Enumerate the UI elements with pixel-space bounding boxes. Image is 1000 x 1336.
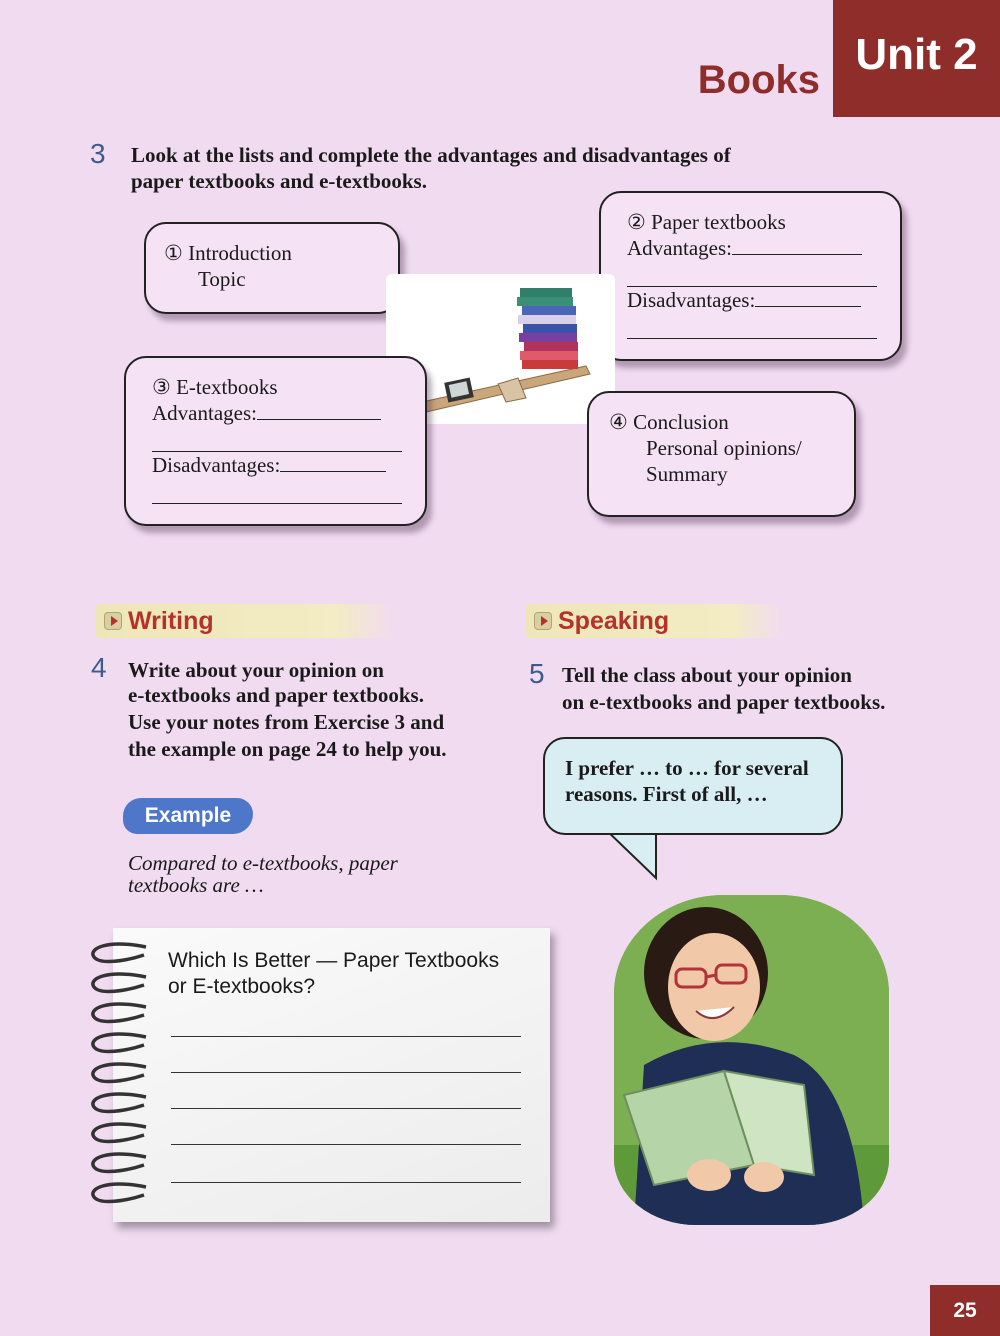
notebook-title-line: or E-textbooks?: [168, 975, 316, 998]
notebook-title: [168, 948, 548, 1000]
card-text: Topic: [198, 267, 246, 291]
disadvantages-blank-2[interactable]: [627, 313, 877, 339]
writing-line[interactable]: [171, 1036, 521, 1037]
writing-line[interactable]: [171, 1144, 521, 1145]
advantages-blank-2[interactable]: [627, 261, 877, 287]
bubble-line: reasons. First of all, …: [565, 782, 768, 806]
instruction-line: the example on page 24 to help you.: [128, 737, 447, 761]
play-icon: [534, 612, 552, 630]
example-text: [128, 852, 468, 896]
card-conclusion: [587, 391, 856, 517]
unit-label: Unit 2: [855, 29, 978, 79]
card-heading: Paper textbooks: [651, 210, 786, 234]
card-heading: E-textbooks: [176, 375, 278, 399]
instruction-line: Tell the class about your opinion: [562, 663, 852, 687]
writing-section-title: Writing: [128, 606, 214, 635]
exercise-3-line-1: Look at the lists and complete the advantages and disadvantages of: [131, 143, 731, 167]
example-line: textbooks are …: [128, 873, 264, 897]
speaking-section-title: Speaking: [558, 606, 670, 635]
disadvantages-label: Disadvantages:: [152, 453, 281, 477]
exercise-number-4: 4: [91, 652, 107, 683]
card-text: Personal opinions/: [646, 436, 802, 460]
notebook-title-line: Which Is Better — Paper Textbooks: [168, 949, 500, 972]
disadvantages-label: Disadvantages:: [627, 288, 756, 312]
disadvantages-blank[interactable]: [280, 454, 386, 472]
girl-reading-photo: [614, 895, 889, 1225]
example-line: Compared to e-textbooks, paper: [128, 851, 398, 875]
page-title: Books: [697, 58, 820, 102]
writing-line[interactable]: [171, 1108, 521, 1109]
instruction-line: Write about your opinion on: [128, 658, 384, 682]
advantages-blank-2[interactable]: [152, 426, 402, 452]
play-icon: [104, 612, 122, 630]
instruction-line: Use your notes from Exercise 3 and: [128, 710, 445, 734]
card-marker: ①: [164, 241, 183, 265]
exercise-3-line-2: paper textbooks and e-textbooks.: [131, 169, 427, 193]
example-badge: Example: [123, 798, 253, 834]
card-e-textbooks: [124, 356, 427, 526]
exercise-number-3: 3: [90, 138, 106, 169]
bubble-line: I prefer … to … for several: [565, 756, 809, 780]
writing-section-header: [96, 604, 396, 638]
advantages-label: Advantages:: [627, 236, 732, 260]
girl-reading-illustration: [614, 895, 889, 1225]
exercise-5-instruction: [562, 662, 962, 716]
writing-line[interactable]: [171, 1072, 521, 1073]
card-marker: ③: [152, 375, 171, 399]
card-text: Summary: [646, 462, 728, 486]
instruction-line: e-textbooks and paper textbooks.: [128, 683, 424, 707]
card-heading: Introduction: [188, 241, 292, 265]
disadvantages-blank[interactable]: [755, 289, 861, 307]
instruction-line: on e-textbooks and paper textbooks.: [562, 690, 886, 714]
card-marker: ②: [627, 210, 646, 234]
card-marker: ④: [609, 410, 628, 434]
advantages-blank[interactable]: [732, 237, 862, 255]
disadvantages-blank-2[interactable]: [152, 478, 402, 504]
writing-line[interactable]: [171, 1182, 521, 1183]
card-heading: Conclusion: [633, 410, 729, 434]
advantages-label: Advantages:: [152, 401, 257, 425]
speech-bubble: [543, 737, 843, 835]
card-paper-textbooks: [599, 191, 902, 361]
advantages-blank[interactable]: [257, 402, 381, 420]
speaking-section-header: [526, 604, 784, 638]
unit-tab: [833, 0, 1000, 117]
exercise-4-instruction: [128, 657, 508, 763]
card-introduction: [144, 222, 400, 314]
page-number: 25: [930, 1285, 1000, 1336]
spiral-binding-icon: [86, 935, 156, 1220]
exercise-number-5: 5: [529, 658, 545, 689]
exercise-3-instruction: [131, 142, 851, 194]
